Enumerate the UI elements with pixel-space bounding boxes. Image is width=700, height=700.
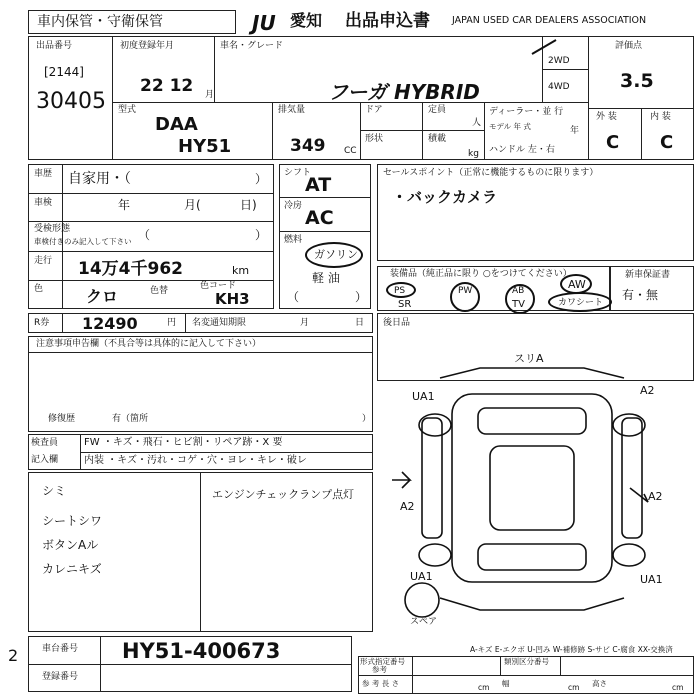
interior-value: C (660, 132, 674, 153)
equipment-label: 装備品（純正品に限り ○をつけてください） (390, 269, 572, 279)
grade-value: 3.5 (620, 70, 654, 92)
equipment-ab: AB (512, 286, 525, 296)
car-name-value: フーガ HYBRID (328, 80, 480, 104)
footer-height-label: 高さ (592, 679, 607, 688)
footer-class-label: 類別区分番号 (504, 657, 549, 666)
shift-value: AT (305, 174, 332, 196)
selling-points-label: セールスポイント（正常に機能するものに限ります） (383, 168, 599, 178)
model-value-2: HY51 (178, 136, 232, 157)
equipment-pw-circle (450, 282, 480, 312)
displacement-value: 349 (290, 136, 326, 156)
recycle-unit: 円 (167, 318, 177, 328)
remark-4: カレニキズ (42, 562, 102, 576)
remark-right: エンジンチェックランプ点灯 (212, 488, 355, 501)
car-name-label: 車名・グレード (220, 41, 284, 51)
storage-box (28, 10, 236, 34)
diagram-mark-a2-left: A2 (400, 500, 415, 513)
registration-label: 初度登録年月 (120, 41, 175, 51)
load-unit: kg (468, 149, 479, 159)
storage-label: 車内保管・守衛保管 (37, 14, 163, 30)
association-name: JAPAN USED CAR DEALERS ASSOCIATION (452, 15, 647, 26)
name-change-month: 月 (300, 318, 310, 328)
damage-legend: A-キズ E-エクボ U-凹み W-補修跡 S-サビ C-腐食 XX-交換済 (470, 645, 673, 654)
fuel-label: 燃料 (284, 235, 303, 245)
equipment-sr: SR (398, 299, 412, 310)
name-change-day: 日 (355, 318, 365, 328)
diagram-mark-ua1-front-left: UA1 (412, 390, 435, 403)
equipment-aw-circle (560, 274, 592, 294)
chassis-value: HY51-400673 (122, 639, 281, 663)
diagram-mark-ua1-rear-left: UA1 (410, 570, 433, 583)
drive-4wd: 4WD (548, 82, 570, 92)
equipment-leather: カワシート (558, 298, 604, 308)
door-label: ドア (365, 105, 383, 115)
equipment-leather-circle (548, 292, 612, 312)
drive-slash-mark (530, 36, 560, 56)
region-name: 愛知 (290, 11, 323, 30)
shift-label: シフト (284, 168, 312, 178)
handle-label: ハンドル 左・右 (489, 145, 555, 155)
color-code-value: KH3 (215, 290, 250, 308)
registration-unit: 月 (205, 90, 215, 100)
history-close: ） (255, 172, 268, 186)
history-label: 車歴 (34, 169, 53, 179)
fuel-close: ） (355, 290, 368, 304)
inspector-row-2: 内装 ・キズ・汚れ・コゲ・穴・ヨレ・キレ・破レ (84, 455, 307, 466)
fuel-gasoline: ガソリン (314, 248, 358, 261)
footer-height-cm: cm (672, 683, 684, 692)
new-warranty-label: 新車保証書 (625, 270, 671, 280)
inspection-year: 年 (118, 198, 131, 212)
exterior-value: C (606, 132, 620, 153)
capacity-unit: 人 (472, 118, 482, 128)
displacement-unit: CC (344, 146, 357, 156)
form-title: 出品申込書 (345, 11, 430, 31)
name-change-label: 名変通知期限 (192, 318, 247, 328)
model-label: 型式 (118, 105, 137, 115)
equipment-ps: PS (394, 286, 406, 296)
acceptance-note: 車検付きのみ記入して下さい (34, 237, 132, 246)
notes-frame (28, 336, 373, 432)
shape-label: 形状 (365, 134, 384, 144)
diagram-top-label: スリA (514, 352, 544, 365)
mileage-label: 走行 (34, 256, 53, 266)
inspector-label-2: 記入欄 (31, 455, 59, 465)
interior-label: 内 装 (650, 112, 671, 122)
model-value-1: DAA (155, 114, 198, 135)
inspection-label: 車検 (34, 198, 53, 208)
recycle-label: R券 (34, 318, 50, 328)
selling-points-value: ・バックカメラ (392, 188, 498, 206)
dealer-label: ディーラー・並 行 (489, 107, 564, 117)
color-label: 色 (34, 284, 44, 294)
footer-ref-label: 参考 (372, 665, 387, 674)
load-label: 積載 (428, 134, 447, 144)
cooler-label: 冷房 (284, 201, 303, 211)
exterior-label: 外 装 (596, 112, 617, 122)
year-unit: 年 (570, 126, 580, 136)
fuel-open: （ (287, 290, 300, 304)
notes-label: 注意事項申告欄（不具合等は具体的に記入して下さい） (36, 339, 262, 349)
displacement-label: 排気量 (278, 105, 306, 115)
selling-points-frame (377, 164, 694, 261)
footer-width-label: 幅 (502, 679, 510, 688)
lot-number: 30405 (36, 89, 106, 114)
acceptance-open: （ (138, 228, 151, 242)
recycle-value: 12490 (82, 314, 138, 333)
inspector-label-1: 検査員 (31, 438, 59, 448)
equipment-tv: TV (512, 299, 525, 310)
drive-2wd: 2WD (548, 56, 570, 66)
repair-value: 有（箇所 (112, 414, 149, 424)
model-year-label: モデル 年 式 (489, 122, 531, 131)
repair-close: ） (362, 414, 372, 424)
color-code-label: 色コード (200, 281, 237, 291)
mileage-value: 14万4千962 (78, 259, 183, 279)
inspection-day: 日) (240, 198, 257, 212)
history-value: 自家用・（ (68, 171, 131, 187)
lot-bracket: [2144] (44, 65, 84, 79)
lot-label: 出品番号 (36, 41, 73, 51)
remark-3: ボタンAル (42, 538, 99, 552)
footer-length-label: 参 考 長 さ (362, 679, 400, 688)
inspector-row-1: FW ・キズ・飛石・ヒビ割・リペア跡・X 要 (84, 437, 283, 448)
color-value: クロ (86, 287, 119, 306)
fuel-diesel: 軽 油 (312, 271, 340, 285)
diagram-mark-ua1-rear-right: UA1 (640, 573, 663, 586)
chassis-prefix-mark: 2 (8, 646, 19, 665)
acceptance-close: ） (255, 228, 268, 242)
color-change-label: 色替 (150, 286, 169, 296)
remark-2: シートシワ (42, 514, 103, 528)
grade-label: 評価点 (615, 41, 643, 51)
cooler-value: AC (305, 207, 334, 229)
mileage-unit: km (232, 264, 250, 277)
remark-1: シミ (42, 484, 67, 498)
footer-type-label: 形式指定番号 (360, 657, 405, 666)
equipment-tv-circle (505, 284, 535, 314)
equipment-ps-circle (386, 282, 416, 298)
registration-value: 22 12 (140, 76, 194, 96)
equipment-pw: PW (458, 286, 473, 296)
footer-width-cm: cm (568, 683, 580, 692)
diagram-mark-a2-front-right: A2 (640, 384, 655, 397)
registration-number-label: 登録番号 (42, 672, 79, 682)
equipment-aw: AW (568, 278, 586, 291)
inspection-month: 月( (184, 198, 201, 212)
diagram-spare-label: スペア (410, 617, 438, 627)
capacity-label: 定員 (428, 105, 447, 115)
diagram-mark-a2-right: A2 (648, 490, 663, 503)
chassis-label: 車台番号 (42, 644, 79, 654)
new-warranty-value: 有・無 (622, 288, 659, 302)
footer-length-cm: cm (478, 683, 490, 692)
repair-label: 修復歴 (48, 414, 76, 424)
fuel-gasoline-circle (305, 242, 363, 268)
ju-logo-text: JU (252, 11, 276, 35)
acceptance-label: 受検形態 (34, 224, 71, 234)
ju-logo (252, 11, 292, 33)
after-sale-label: 後日品 (383, 318, 411, 328)
